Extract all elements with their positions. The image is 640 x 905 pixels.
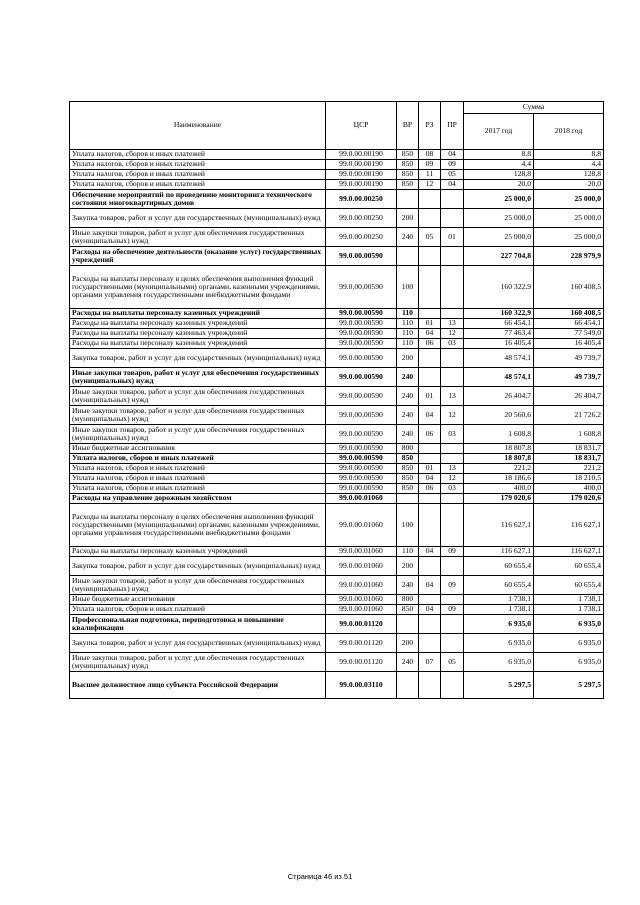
cell-2018: 49 739,7 [534, 368, 604, 387]
cell-rz: 01 [419, 319, 441, 329]
cell-pr [441, 266, 464, 309]
cell-2017: 400,0 [464, 484, 534, 494]
table-row [70, 672, 604, 699]
cell-csr: 99.0.00.01120 [326, 615, 397, 634]
cell-vr: 110 [397, 329, 419, 339]
table-row [70, 329, 604, 339]
cell-csr: 99.0.00.00590 [326, 309, 397, 319]
cell-2018: 25 000,0 [534, 190, 604, 209]
cell-2017: 4,4 [464, 160, 534, 170]
budget-table [69, 101, 604, 699]
table-row [70, 454, 604, 464]
cell-pr: 13 [441, 319, 464, 329]
header-pr: ПР [441, 102, 464, 150]
cell-rz: 04 [419, 547, 441, 557]
cell-rz [419, 247, 441, 266]
cell-pr: 04 [441, 150, 464, 160]
cell-rz: 04 [419, 605, 441, 615]
cell-rz: 09 [419, 160, 441, 170]
cell-rz: 04 [419, 474, 441, 484]
cell-2018: 60 655,4 [534, 576, 604, 595]
cell-2017: 48 574,1 [464, 368, 534, 387]
cell-name: Расходы на выплаты персоналу в целях обеспечения выполнения функций государственными (муниципальными) органами, казенными учреждениями, органами управления государственными внебюджетными фондами [70, 504, 326, 547]
cell-name: Закупка товаров, работ и услуг для государственных (муниципальных) нужд [70, 209, 326, 228]
cell-2017: 48 574,1 [464, 349, 534, 368]
table-row [70, 266, 604, 309]
cell-name: Уплата налогов, сборов и иных платежей [70, 170, 326, 180]
table-row [70, 425, 604, 444]
table-row [70, 387, 604, 406]
cell-2017: 6 935,0 [464, 634, 534, 653]
cell-2018: 116 627,1 [534, 547, 604, 557]
cell-csr: 99.0.00.00590 [326, 339, 397, 349]
cell-name: Уплата налогов, сборов и иных платежей [70, 454, 326, 464]
table-row [70, 504, 604, 547]
cell-rz [419, 494, 441, 504]
cell-csr: 99.0.00.00590 [326, 349, 397, 368]
cell-csr: 99.0.00.00250 [326, 190, 397, 209]
cell-rz: 12 [419, 180, 441, 190]
cell-2017: 221,2 [464, 464, 534, 474]
cell-2017: 18 807,8 [464, 444, 534, 454]
table-row [70, 474, 604, 484]
cell-rz [419, 309, 441, 319]
cell-rz: 07 [419, 653, 441, 672]
cell-2017: 5 297,5 [464, 672, 534, 699]
cell-vr: 200 [397, 557, 419, 576]
cell-vr: 100 [397, 504, 419, 547]
cell-2018: 60 655,4 [534, 557, 604, 576]
cell-name: Расходы на выплаты персоналу казенных учреждений [70, 547, 326, 557]
cell-csr: 99.0.00.00590 [326, 444, 397, 454]
cell-2018: 228 979,9 [534, 247, 604, 266]
cell-2018: 160 408,5 [534, 309, 604, 319]
table-row [70, 150, 604, 160]
cell-2018: 116 627,1 [534, 504, 604, 547]
cell-vr: 110 [397, 309, 419, 319]
cell-pr: 09 [441, 547, 464, 557]
cell-name: Иные бюджетные ассигнования [70, 595, 326, 605]
cell-2018: 6 935,0 [534, 653, 604, 672]
cell-csr: 99.0.00.03110 [326, 672, 397, 699]
cell-pr [441, 595, 464, 605]
cell-2017: 128,8 [464, 170, 534, 180]
cell-vr: 200 [397, 209, 419, 228]
cell-2017: 60 655,4 [464, 576, 534, 595]
cell-name: Иные закупки товаров, работ и услуг для обеспечения государственных (муниципальных) нужд [70, 368, 326, 387]
cell-2017: 20 560,6 [464, 406, 534, 425]
cell-csr: 99.0.00.00590 [326, 247, 397, 266]
cell-2018: 6 935,0 [534, 615, 604, 634]
cell-pr [441, 634, 464, 653]
cell-rz: 11 [419, 170, 441, 180]
cell-name: Закупка товаров, работ и услуг для государственных (муниципальных) нужд [70, 557, 326, 576]
header-name: Наименование [70, 102, 326, 150]
cell-2017: 116 627,1 [464, 504, 534, 547]
table-row [70, 349, 604, 368]
cell-vr: 240 [397, 653, 419, 672]
cell-vr [397, 672, 419, 699]
header-rz: РЗ [419, 102, 441, 150]
cell-rz: 04 [419, 406, 441, 425]
cell-2017: 116 627,1 [464, 547, 534, 557]
cell-2018: 25 000,0 [534, 209, 604, 228]
table-row [70, 228, 604, 247]
table-row [70, 309, 604, 319]
cell-pr [441, 672, 464, 699]
cell-2018: 5 297,5 [534, 672, 604, 699]
cell-pr: 05 [441, 170, 464, 180]
cell-csr: 99.0.00.00250 [326, 209, 397, 228]
cell-vr: 850 [397, 484, 419, 494]
cell-2018: 179 020,6 [534, 494, 604, 504]
cell-pr: 09 [441, 576, 464, 595]
cell-2017: 1 738,1 [464, 595, 534, 605]
cell-vr: 850 [397, 474, 419, 484]
cell-rz [419, 368, 441, 387]
cell-csr: 99.0.00.00590 [326, 387, 397, 406]
cell-pr: 13 [441, 387, 464, 406]
table-row [70, 547, 604, 557]
cell-2018: 18 831,7 [534, 444, 604, 454]
cell-vr: 850 [397, 150, 419, 160]
cell-name: Расходы на управление дорожным хозяйством [70, 494, 326, 504]
cell-2017: 6 935,0 [464, 653, 534, 672]
cell-name: Расходы на выплаты персоналу в целях обеспечения выполнения функций государственными (муниципальными) органами, казенными учреждениями, органами управления государственными внебюджетными фондами [70, 266, 326, 309]
cell-csr: 99.0.00.00590 [326, 319, 397, 329]
cell-2018: 221,2 [534, 464, 604, 474]
cell-name: Расходы на выплаты персоналу казенных учреждений [70, 329, 326, 339]
cell-2018: 1 738,1 [534, 595, 604, 605]
cell-csr: 99.0.00.00190 [326, 180, 397, 190]
table-row [70, 368, 604, 387]
cell-pr [441, 454, 464, 464]
cell-pr [441, 557, 464, 576]
cell-csr: 99.0.00.00590 [326, 464, 397, 474]
cell-2018: 25 000,0 [534, 228, 604, 247]
cell-2017: 26 404,7 [464, 387, 534, 406]
cell-name: Закупка товаров, работ и услуг для государственных (муниципальных) нужд [70, 634, 326, 653]
cell-pr: 12 [441, 474, 464, 484]
table-header [70, 102, 604, 150]
cell-2017: 227 704,8 [464, 247, 534, 266]
cell-pr: 03 [441, 484, 464, 494]
cell-2017: 20,0 [464, 180, 534, 190]
cell-2018: 18 831,7 [534, 454, 604, 464]
cell-csr: 99.0.00.01060 [326, 494, 397, 504]
cell-2018: 128,8 [534, 170, 604, 180]
header-2018: 2018 год [534, 114, 604, 150]
cell-2017: 60 655,4 [464, 557, 534, 576]
cell-vr: 200 [397, 349, 419, 368]
cell-vr: 850 [397, 605, 419, 615]
cell-name: Высшее должностное лицо субъекта Российской Федерации [70, 672, 326, 699]
cell-2018: 160 408,5 [534, 266, 604, 309]
cell-2017: 77 463,4 [464, 329, 534, 339]
header-vr: ВР [397, 102, 419, 150]
cell-pr: 12 [441, 406, 464, 425]
cell-csr: 99.0.00.00190 [326, 160, 397, 170]
cell-name: Иные закупки товаров, работ и услуг для обеспечения государственных (муниципальных) нужд [70, 387, 326, 406]
cell-2018: 1 738,1 [534, 605, 604, 615]
cell-pr [441, 349, 464, 368]
cell-name: Закупка товаров, работ и услуг для государственных (муниципальных) нужд [70, 349, 326, 368]
cell-vr: 200 [397, 634, 419, 653]
cell-2018: 4,4 [534, 160, 604, 170]
cell-vr: 240 [397, 406, 419, 425]
cell-rz: 01 [419, 464, 441, 474]
cell-csr: 99.0.00.00190 [326, 170, 397, 180]
table-body [70, 150, 604, 699]
cell-name: Иные закупки товаров, работ и услуг для обеспечения государственных (муниципальных) нужд [70, 425, 326, 444]
cell-pr [441, 504, 464, 547]
cell-rz: 01 [419, 387, 441, 406]
cell-2017: 160 322,9 [464, 309, 534, 319]
cell-csr: 99.0.00.00590 [326, 425, 397, 444]
cell-2018: 16 405,4 [534, 339, 604, 349]
cell-rz [419, 444, 441, 454]
cell-2018: 21 726,2 [534, 406, 604, 425]
cell-pr: 09 [441, 160, 464, 170]
table-row [70, 464, 604, 474]
cell-2018: 18 210,5 [534, 474, 604, 484]
cell-name: Иные закупки товаров, работ и услуг для обеспечения государственных (муниципальных) нужд [70, 228, 326, 247]
table-row [70, 653, 604, 672]
cell-pr: 01 [441, 228, 464, 247]
cell-rz [419, 504, 441, 547]
table-row [70, 615, 604, 634]
header-sum: Сумма [464, 102, 604, 114]
cell-rz [419, 454, 441, 464]
cell-csr: 99.0.00.01120 [326, 634, 397, 653]
cell-vr: 850 [397, 170, 419, 180]
table-row [70, 494, 604, 504]
cell-pr [441, 494, 464, 504]
table-row [70, 170, 604, 180]
cell-2017: 1 608,8 [464, 425, 534, 444]
cell-rz [419, 266, 441, 309]
cell-pr [441, 247, 464, 266]
cell-pr [441, 190, 464, 209]
cell-pr: 03 [441, 339, 464, 349]
table-row [70, 209, 604, 228]
cell-vr: 240 [397, 425, 419, 444]
cell-pr [441, 309, 464, 319]
cell-rz [419, 615, 441, 634]
cell-csr: 99.0.00.00590 [326, 368, 397, 387]
cell-rz [419, 190, 441, 209]
table-row [70, 180, 604, 190]
cell-2018: 20,0 [534, 180, 604, 190]
table-row [70, 319, 604, 329]
table-row [70, 247, 604, 266]
cell-name: Иные закупки товаров, работ и услуг для обеспечения государственных (муниципальных) нужд [70, 406, 326, 425]
cell-2018: 6 935,0 [534, 634, 604, 653]
cell-2017: 25 000,0 [464, 228, 534, 247]
cell-vr: 110 [397, 319, 419, 329]
cell-name: Уплата налогов, сборов и иных платежей [70, 605, 326, 615]
cell-name: Иные закупки товаров, работ и услуг для обеспечения государственных (муниципальных) нужд [70, 653, 326, 672]
cell-name: Обеспечение мероприятий по проведению мониторинга технического состояния многоквартирных домов [70, 190, 326, 209]
cell-rz: 06 [419, 339, 441, 349]
cell-pr: 09 [441, 605, 464, 615]
cell-csr: 99.0.00.01060 [326, 557, 397, 576]
cell-vr: 240 [397, 228, 419, 247]
cell-rz: 04 [419, 329, 441, 339]
cell-name: Уплата налогов, сборов и иных платежей [70, 160, 326, 170]
cell-csr: 99.0.00.01060 [326, 504, 397, 547]
cell-rz: 06 [419, 484, 441, 494]
cell-csr: 99.0.00.00590 [326, 454, 397, 464]
cell-csr: 99.0.00.01060 [326, 605, 397, 615]
cell-rz [419, 557, 441, 576]
cell-vr [397, 190, 419, 209]
cell-rz [419, 634, 441, 653]
cell-name: Расходы на выплаты персоналу казенных учреждений [70, 309, 326, 319]
cell-2018: 49 739,7 [534, 349, 604, 368]
cell-2017: 160 322,9 [464, 266, 534, 309]
table-row [70, 190, 604, 209]
cell-vr: 110 [397, 339, 419, 349]
cell-pr: 12 [441, 329, 464, 339]
header-2017: 2017 год [464, 114, 534, 150]
cell-csr: 99.0.00.00590 [326, 266, 397, 309]
cell-2018: 77 549,0 [534, 329, 604, 339]
cell-csr: 99.0.00.00590 [326, 406, 397, 425]
cell-vr: 850 [397, 160, 419, 170]
cell-vr: 850 [397, 464, 419, 474]
cell-pr: 04 [441, 180, 464, 190]
cell-rz [419, 672, 441, 699]
cell-rz: 08 [419, 150, 441, 160]
table-row [70, 160, 604, 170]
table-row [70, 339, 604, 349]
table-row [70, 605, 604, 615]
cell-pr: 05 [441, 653, 464, 672]
cell-name: Уплата налогов, сборов и иных платежей [70, 464, 326, 474]
cell-vr: 850 [397, 454, 419, 464]
cell-rz [419, 349, 441, 368]
table-row [70, 634, 604, 653]
cell-vr: 240 [397, 576, 419, 595]
table-row [70, 576, 604, 595]
cell-rz [419, 595, 441, 605]
cell-2018: 1 608,8 [534, 425, 604, 444]
cell-name: Уплата налогов, сборов и иных платежей [70, 484, 326, 494]
cell-rz: 05 [419, 228, 441, 247]
cell-pr [441, 368, 464, 387]
cell-csr: 99.0.00.00190 [326, 150, 397, 160]
cell-vr: 100 [397, 266, 419, 309]
cell-csr: 99.0.00.00590 [326, 474, 397, 484]
cell-name: Иные бюджетные ассигнования [70, 444, 326, 454]
cell-vr [397, 494, 419, 504]
cell-name: Расходы на обеспечение деятельности (оказание услуг) государственных учреждений [70, 247, 326, 266]
cell-csr: 99.0.00.00590 [326, 484, 397, 494]
cell-vr: 850 [397, 180, 419, 190]
cell-2017: 66 454,1 [464, 319, 534, 329]
cell-pr: 13 [441, 464, 464, 474]
header-csr: ЦСР [326, 102, 397, 150]
cell-2017: 179 020,6 [464, 494, 534, 504]
table-row [70, 406, 604, 425]
cell-vr: 110 [397, 547, 419, 557]
cell-pr: 03 [441, 425, 464, 444]
cell-vr [397, 615, 419, 634]
cell-2018: 8,8 [534, 150, 604, 160]
cell-pr [441, 209, 464, 228]
cell-name: Уплата налогов, сборов и иных платежей [70, 474, 326, 484]
cell-2018: 400,0 [534, 484, 604, 494]
cell-2018: 26 404,7 [534, 387, 604, 406]
cell-rz: 04 [419, 576, 441, 595]
cell-vr: 800 [397, 595, 419, 605]
table-row [70, 595, 604, 605]
cell-csr: 99.0.00.01120 [326, 653, 397, 672]
cell-2017: 25 000,0 [464, 190, 534, 209]
cell-2018: 66 454,1 [534, 319, 604, 329]
cell-csr: 99.0.00.01060 [326, 547, 397, 557]
cell-2017: 18 807,8 [464, 454, 534, 464]
cell-rz [419, 209, 441, 228]
cell-2017: 1 738,1 [464, 605, 534, 615]
cell-csr: 99.0.00.00590 [326, 329, 397, 339]
cell-name: Расходы на выплаты персоналу казенных учреждений [70, 319, 326, 329]
page-number: Страница 46 из 51 [287, 872, 353, 881]
cell-2017: 25 000,0 [464, 209, 534, 228]
cell-vr: 240 [397, 368, 419, 387]
cell-csr: 99.0.00.00250 [326, 228, 397, 247]
cell-name: Расходы на выплаты персоналу казенных учреждений [70, 339, 326, 349]
cell-vr [397, 247, 419, 266]
cell-rz: 06 [419, 425, 441, 444]
cell-csr: 99.0.00.01060 [326, 576, 397, 595]
cell-2017: 18 186,6 [464, 474, 534, 484]
cell-name: Профессиональная подготовка, переподготовка и повышение квалификации [70, 615, 326, 634]
cell-csr: 99.0.00.01060 [326, 595, 397, 605]
cell-name: Уплата налогов, сборов и иных платежей [70, 150, 326, 160]
cell-2017: 6 935,0 [464, 615, 534, 634]
cell-2017: 8,8 [464, 150, 534, 160]
cell-vr: 800 [397, 444, 419, 454]
cell-name: Уплата налогов, сборов и иных платежей [70, 180, 326, 190]
cell-pr [441, 615, 464, 634]
cell-pr [441, 444, 464, 454]
table-row [70, 444, 604, 454]
cell-2017: 16 405,4 [464, 339, 534, 349]
table-row [70, 557, 604, 576]
cell-vr: 240 [397, 387, 419, 406]
cell-name: Иные закупки товаров, работ и услуг для обеспечения государственных (муниципальных) нужд [70, 576, 326, 595]
table-row [70, 484, 604, 494]
